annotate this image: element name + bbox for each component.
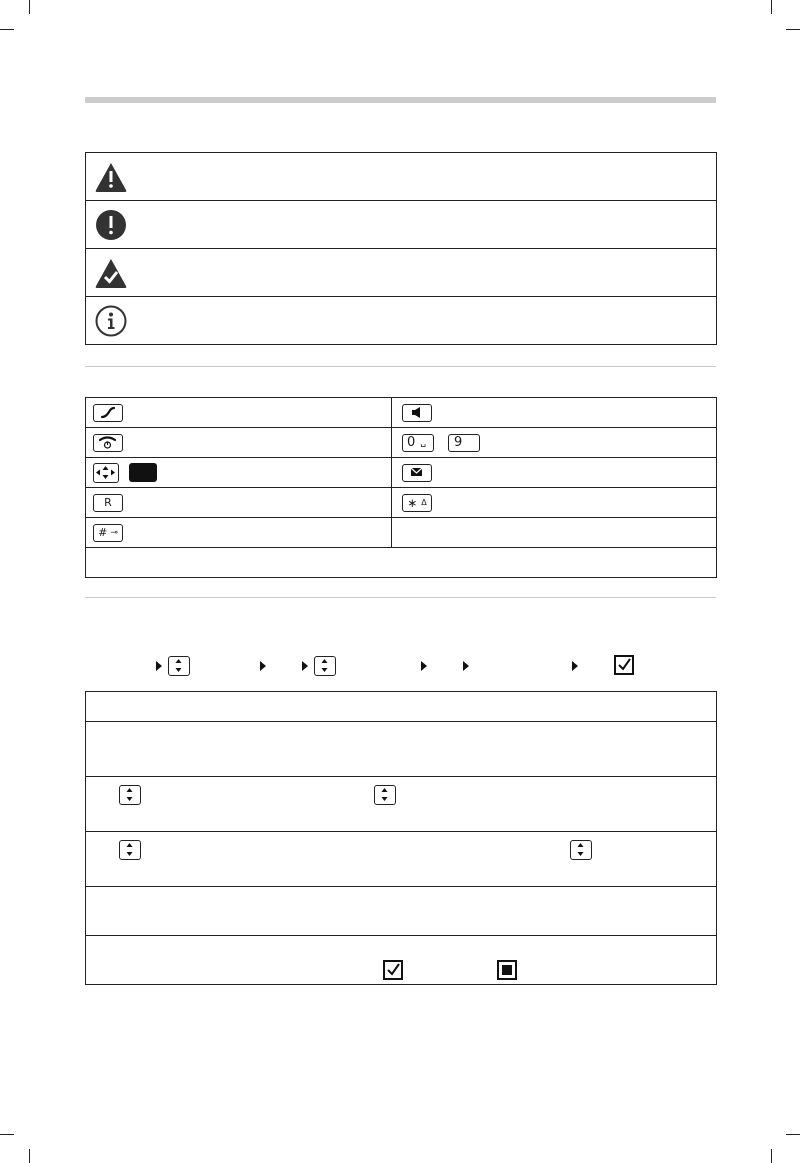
digit-key-9-icon <box>448 434 480 452</box>
arrow-right-icon <box>156 661 162 671</box>
steps-row <box>86 692 716 722</box>
digit-key-0-label: 0 <box>407 435 416 450</box>
crop-mark <box>786 29 800 30</box>
keys-cell <box>86 518 391 547</box>
control-key-icon <box>93 463 119 483</box>
keys-row <box>86 548 716 577</box>
check-triangle-icon <box>94 257 128 289</box>
keys-row <box>86 458 716 488</box>
crop-mark <box>0 29 14 30</box>
keys-cell <box>391 398 716 427</box>
control-key-up-down-icon <box>119 785 141 805</box>
keys-cell <box>391 428 716 457</box>
control-key-up-down-icon <box>374 785 396 805</box>
space-glyph: ␣ <box>420 437 426 448</box>
keys-cell-full <box>86 548 716 577</box>
arrow-right-icon <box>463 661 469 671</box>
notice-row-important <box>86 201 716 249</box>
hash-glyph: # <box>98 526 108 539</box>
keys-row <box>86 488 716 518</box>
speaker-key-icon <box>402 404 432 422</box>
notice-row-info <box>86 297 716 344</box>
checkbox-unchecked-icon <box>497 960 517 980</box>
display-key-icon <box>129 463 157 482</box>
control-key-up-down-icon <box>168 656 190 676</box>
header-bar <box>85 97 716 103</box>
message-key-icon <box>402 464 432 482</box>
bell-glyph: Δ <box>421 498 427 507</box>
star-key-icon <box>402 494 432 512</box>
crop-mark <box>29 0 30 14</box>
crop-mark <box>786 1134 800 1135</box>
steps-row <box>86 777 716 832</box>
digit-key-0-icon <box>402 434 434 452</box>
control-key-up-down-icon <box>314 656 336 676</box>
keys-table <box>85 397 717 578</box>
keys-row <box>86 398 716 428</box>
keys-cell <box>391 518 716 547</box>
recall-key-label: R <box>104 496 112 509</box>
key-lock-glyph: ⊸ <box>110 527 118 538</box>
keys-cell <box>86 488 391 517</box>
arrow-right-icon <box>302 661 308 671</box>
arrow-right-icon <box>260 661 266 671</box>
recall-key-icon <box>93 494 123 512</box>
crop-mark <box>771 0 772 14</box>
notice-row-tip <box>86 249 716 297</box>
notice-row-warning <box>86 153 716 201</box>
talk-key-icon <box>93 404 123 422</box>
steps-row <box>86 832 716 887</box>
steps-table <box>85 691 717 985</box>
warning-triangle-icon <box>94 161 128 193</box>
steps-row <box>86 887 716 936</box>
steps-row <box>86 936 716 984</box>
digit-key-9-label: 9 <box>454 435 463 450</box>
hash-key-icon <box>93 524 123 542</box>
crop-mark <box>29 1149 30 1163</box>
info-circle-icon <box>94 305 128 337</box>
arrow-right-icon <box>572 661 578 671</box>
section-separator <box>85 366 716 367</box>
control-key-up-down-icon <box>570 840 592 860</box>
section-separator <box>85 597 716 598</box>
asterisk-glyph: ∗ <box>407 495 418 510</box>
checkbox-checked-icon <box>614 655 634 675</box>
keys-row <box>86 518 716 548</box>
keys-cell <box>391 458 716 487</box>
exclamation-circle-icon <box>94 209 128 241</box>
crop-mark <box>771 1149 772 1163</box>
keys-row <box>86 428 716 458</box>
control-key-up-down-icon <box>119 840 141 860</box>
keys-cell <box>86 398 391 427</box>
checkbox-checked-icon <box>383 960 403 980</box>
notice-table <box>85 152 717 345</box>
keys-cell <box>86 428 391 457</box>
checkbox-inner <box>502 965 512 975</box>
navigation-path <box>0 655 800 679</box>
end-call-key-icon <box>93 434 123 452</box>
crop-mark <box>0 1134 14 1135</box>
keys-cell <box>391 488 716 517</box>
keys-cell <box>86 458 391 487</box>
arrow-right-icon <box>421 661 427 671</box>
steps-row <box>86 722 716 777</box>
